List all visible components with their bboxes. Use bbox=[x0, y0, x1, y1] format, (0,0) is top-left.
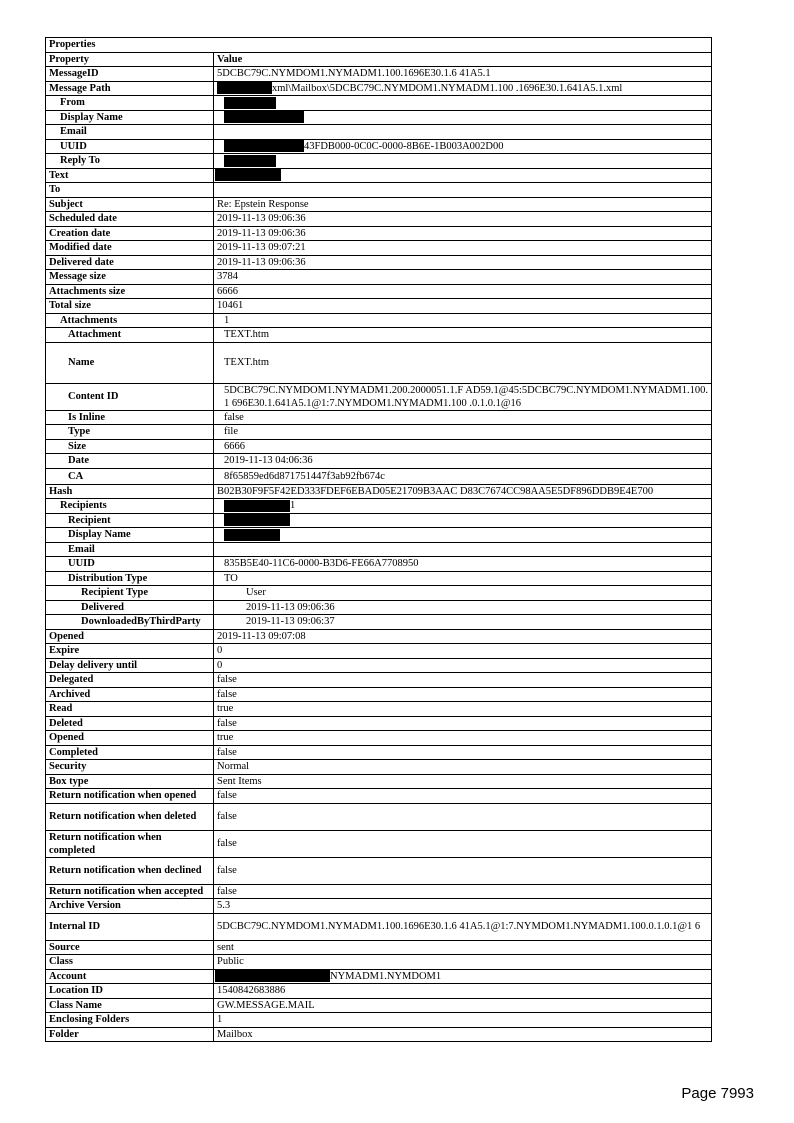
property-name: Subject bbox=[46, 197, 214, 212]
table-row bbox=[46, 110, 712, 125]
table-row bbox=[46, 284, 712, 299]
table-row bbox=[46, 255, 712, 270]
property-value: 6666 bbox=[214, 439, 712, 454]
property-name: CA bbox=[46, 468, 214, 484]
property-value: 0 bbox=[214, 644, 712, 659]
property-value: 5DCBC79C.NYMDOM1.NYMADM1.200.2000051.1.F AD59.1@45:5DCBC79C.NYMDOM1.NYMADM1.100.1 696E30.1.641A5.1@1:7.NYMDOM1.NYMADM1.100 .0.1.0.1@16 bbox=[214, 383, 712, 410]
property-value: 6666 bbox=[214, 284, 712, 299]
header-value: Value bbox=[214, 52, 712, 67]
property-name: Read bbox=[46, 702, 214, 717]
property-name: Return notification when opened bbox=[46, 789, 214, 804]
property-value: 5.3 bbox=[214, 899, 712, 914]
table-row bbox=[46, 499, 712, 514]
property-name: Attachments bbox=[46, 313, 214, 328]
property-name: Date bbox=[46, 454, 214, 469]
redaction-bar bbox=[224, 500, 290, 512]
table-row bbox=[46, 410, 712, 425]
table-row bbox=[46, 241, 712, 256]
table-row bbox=[46, 615, 712, 630]
property-value: false bbox=[214, 857, 712, 884]
property-value bbox=[214, 139, 712, 154]
property-name: Recipients bbox=[46, 499, 214, 514]
property-value-text: 43FDB000-0C0C-0000-8B6E-1B003A002D00 bbox=[304, 140, 504, 152]
table-row bbox=[46, 197, 712, 212]
property-name: Return notification when accepted bbox=[46, 884, 214, 899]
table-row bbox=[46, 716, 712, 731]
property-name: UUID bbox=[46, 139, 214, 154]
property-value: Sent Items bbox=[214, 774, 712, 789]
table-row bbox=[46, 226, 712, 241]
redaction-bar bbox=[224, 140, 304, 152]
property-name: Delivered date bbox=[46, 255, 214, 270]
property-name: Content ID bbox=[46, 383, 214, 410]
table-row bbox=[46, 468, 712, 484]
property-name: Hash bbox=[46, 484, 214, 499]
table-row bbox=[46, 745, 712, 760]
table-row bbox=[46, 998, 712, 1013]
property-value: false bbox=[214, 789, 712, 804]
table-row bbox=[46, 571, 712, 586]
property-value: 2019-11-13 09:06:36 bbox=[214, 600, 712, 615]
table-row bbox=[46, 899, 712, 914]
property-name: To bbox=[46, 183, 214, 198]
property-value: Normal bbox=[214, 760, 712, 775]
property-value: 5DCBC79C.NYMDOM1.NYMADM1.100.1696E30.1.6 41A5.1 bbox=[214, 67, 712, 82]
property-value bbox=[214, 81, 712, 96]
redaction-bar bbox=[215, 970, 330, 982]
table-row bbox=[46, 513, 712, 528]
property-name: Return notification when declined bbox=[46, 857, 214, 884]
section-title-row bbox=[46, 38, 712, 53]
table-row bbox=[46, 183, 712, 198]
property-name: Enclosing Folders bbox=[46, 1013, 214, 1028]
property-name: DownloadedByThirdParty bbox=[46, 615, 214, 630]
table-row bbox=[46, 484, 712, 499]
table-row bbox=[46, 542, 712, 557]
property-name: Completed bbox=[46, 745, 214, 760]
property-name: Opened bbox=[46, 629, 214, 644]
property-value: TO bbox=[214, 571, 712, 586]
property-value bbox=[214, 513, 712, 528]
property-name: Delegated bbox=[46, 673, 214, 688]
property-name: Display Name bbox=[46, 528, 214, 543]
property-value: B02B30F9F5F42ED333FDEF6EBAD05E21709B3AAC D83C7674CC98AA5E5DF896DDB9E4E700 bbox=[214, 484, 712, 499]
table-row bbox=[46, 168, 712, 183]
table-row bbox=[46, 125, 712, 140]
table-row bbox=[46, 383, 712, 410]
table-row bbox=[46, 673, 712, 688]
property-name: Return notification when completed bbox=[46, 830, 214, 857]
table-row bbox=[46, 803, 712, 830]
property-value: TEXT.htm bbox=[214, 328, 712, 343]
property-value: 3784 bbox=[214, 270, 712, 285]
table-row bbox=[46, 600, 712, 615]
property-name: MessageID bbox=[46, 67, 214, 82]
property-value: GW.MESSAGE.MAIL bbox=[214, 998, 712, 1013]
property-name: Type bbox=[46, 425, 214, 440]
property-value: 835B5E40-11C6-0000-B3D6-FE66A7708950 bbox=[214, 557, 712, 572]
property-name: Opened bbox=[46, 731, 214, 746]
table-row bbox=[46, 328, 712, 343]
property-name: Location ID bbox=[46, 984, 214, 999]
property-name: Expire bbox=[46, 644, 214, 659]
property-value: false bbox=[214, 673, 712, 688]
table-row bbox=[46, 969, 712, 984]
property-name: Message Path bbox=[46, 81, 214, 96]
property-value: 2019-11-13 09:06:36 bbox=[214, 212, 712, 227]
property-value: 2019-11-13 09:06:36 bbox=[214, 226, 712, 241]
table-row bbox=[46, 270, 712, 285]
table-row bbox=[46, 96, 712, 111]
property-value: true bbox=[214, 731, 712, 746]
property-name: Attachments size bbox=[46, 284, 214, 299]
property-name: Class Name bbox=[46, 998, 214, 1013]
table-row bbox=[46, 913, 712, 940]
table-row bbox=[46, 557, 712, 572]
table-row bbox=[46, 955, 712, 970]
property-value bbox=[214, 125, 712, 140]
table-row bbox=[46, 439, 712, 454]
property-value: false bbox=[214, 687, 712, 702]
property-value: false bbox=[214, 716, 712, 731]
table-row bbox=[46, 984, 712, 999]
property-value bbox=[214, 168, 712, 183]
property-name: Scheduled date bbox=[46, 212, 214, 227]
property-name: Delivered bbox=[46, 600, 214, 615]
property-name: Distribution Type bbox=[46, 571, 214, 586]
property-value: false bbox=[214, 410, 712, 425]
table-row bbox=[46, 644, 712, 659]
property-value bbox=[214, 499, 712, 514]
property-value bbox=[214, 528, 712, 543]
property-name: Name bbox=[46, 342, 214, 383]
property-value-text: xml\Mailbox\5DCBC79C.NYMDOM1.NYMADM1.100 .1696E30.1.641A5.1.xml bbox=[272, 82, 623, 94]
property-value: 2019-11-13 04:06:36 bbox=[214, 454, 712, 469]
property-value: 1 bbox=[214, 1013, 712, 1028]
property-value: file bbox=[214, 425, 712, 440]
header-property: Property bbox=[46, 52, 214, 67]
property-name: UUID bbox=[46, 557, 214, 572]
table-row bbox=[46, 313, 712, 328]
property-value: sent bbox=[214, 940, 712, 955]
property-name: Deleted bbox=[46, 716, 214, 731]
property-name: Is Inline bbox=[46, 410, 214, 425]
property-name: Internal ID bbox=[46, 913, 214, 940]
property-name: Size bbox=[46, 439, 214, 454]
property-value bbox=[214, 110, 712, 125]
property-name: Account bbox=[46, 969, 214, 984]
property-name: Archive Version bbox=[46, 899, 214, 914]
table-row bbox=[46, 857, 712, 884]
table-row bbox=[46, 586, 712, 601]
redaction-bar bbox=[224, 514, 290, 526]
property-name: Security bbox=[46, 760, 214, 775]
redaction-bar bbox=[224, 155, 276, 167]
property-value-text: NYMADM1.NYMDOM1 bbox=[330, 970, 442, 982]
property-value: Mailbox bbox=[214, 1027, 712, 1042]
table-row bbox=[46, 687, 712, 702]
page-number: Page 7993 bbox=[681, 1085, 754, 1102]
property-name: Modified date bbox=[46, 241, 214, 256]
redaction-bar bbox=[215, 169, 281, 181]
table-row bbox=[46, 81, 712, 96]
property-value: TEXT.htm bbox=[214, 342, 712, 383]
table-row bbox=[46, 454, 712, 469]
table-row bbox=[46, 67, 712, 82]
property-name: Attachment bbox=[46, 328, 214, 343]
property-value: 1540842683886 bbox=[214, 984, 712, 999]
property-value: 5DCBC79C.NYMDOM1.NYMADM1.100.1696E30.1.6 41A5.1@1:7.NYMDOM1.NYMADM1.100.0.1.0.1@1 6 bbox=[214, 913, 712, 940]
property-value: 2019-11-13 09:07:08 bbox=[214, 629, 712, 644]
property-name: Folder bbox=[46, 1027, 214, 1042]
table-row bbox=[46, 731, 712, 746]
property-name: Delay delivery until bbox=[46, 658, 214, 673]
table-row bbox=[46, 425, 712, 440]
property-value: 2019-11-13 09:07:21 bbox=[214, 241, 712, 256]
table-row bbox=[46, 154, 712, 169]
property-value: User bbox=[214, 586, 712, 601]
table-row bbox=[46, 342, 712, 383]
table-row bbox=[46, 139, 712, 154]
property-value: 0 bbox=[214, 658, 712, 673]
property-value: Public bbox=[214, 955, 712, 970]
property-name: Creation date bbox=[46, 226, 214, 241]
table-row bbox=[46, 629, 712, 644]
property-value: 8f65859ed6d871751447f3ab92fb674c bbox=[214, 468, 712, 484]
table-row bbox=[46, 789, 712, 804]
property-value bbox=[214, 542, 712, 557]
property-value: 1 bbox=[214, 313, 712, 328]
table-row bbox=[46, 702, 712, 717]
property-value: Re: Epstein Response bbox=[214, 197, 712, 212]
property-value: false bbox=[214, 830, 712, 857]
property-value: 2019-11-13 09:06:37 bbox=[214, 615, 712, 630]
property-value: true bbox=[214, 702, 712, 717]
property-name: Reply To bbox=[46, 154, 214, 169]
property-value bbox=[214, 183, 712, 198]
section-title: Properties bbox=[46, 38, 712, 53]
property-name: Message size bbox=[46, 270, 214, 285]
property-value bbox=[214, 154, 712, 169]
property-name: Email bbox=[46, 125, 214, 140]
table-row bbox=[46, 658, 712, 673]
property-value-text: 1 bbox=[290, 500, 296, 512]
property-name: Archived bbox=[46, 687, 214, 702]
property-name: Email bbox=[46, 542, 214, 557]
property-value bbox=[214, 96, 712, 111]
redaction-bar bbox=[224, 97, 276, 109]
table-row bbox=[46, 1027, 712, 1042]
table-row bbox=[46, 1013, 712, 1028]
property-name: Recipient Type bbox=[46, 586, 214, 601]
property-name: Display Name bbox=[46, 110, 214, 125]
property-name: Class bbox=[46, 955, 214, 970]
table-row bbox=[46, 760, 712, 775]
property-name: From bbox=[46, 96, 214, 111]
redaction-bar bbox=[217, 82, 272, 94]
property-name: Recipient bbox=[46, 513, 214, 528]
property-value: false bbox=[214, 884, 712, 899]
property-value bbox=[214, 969, 712, 984]
property-value: false bbox=[214, 745, 712, 760]
property-name: Text bbox=[46, 168, 214, 183]
property-name: Return notification when deleted bbox=[46, 803, 214, 830]
table-row bbox=[46, 299, 712, 314]
property-value: 2019-11-13 09:06:36 bbox=[214, 255, 712, 270]
redaction-bar bbox=[224, 529, 280, 541]
table-row bbox=[46, 830, 712, 857]
table-row bbox=[46, 884, 712, 899]
table-row bbox=[46, 212, 712, 227]
property-name: Box type bbox=[46, 774, 214, 789]
property-name: Total size bbox=[46, 299, 214, 314]
properties-table bbox=[45, 37, 712, 1042]
table-row bbox=[46, 940, 712, 955]
table-header-row bbox=[46, 52, 712, 67]
property-value: false bbox=[214, 803, 712, 830]
property-value: 10461 bbox=[214, 299, 712, 314]
property-name: Source bbox=[46, 940, 214, 955]
table-row bbox=[46, 774, 712, 789]
table-row bbox=[46, 528, 712, 543]
redaction-bar bbox=[224, 111, 304, 123]
